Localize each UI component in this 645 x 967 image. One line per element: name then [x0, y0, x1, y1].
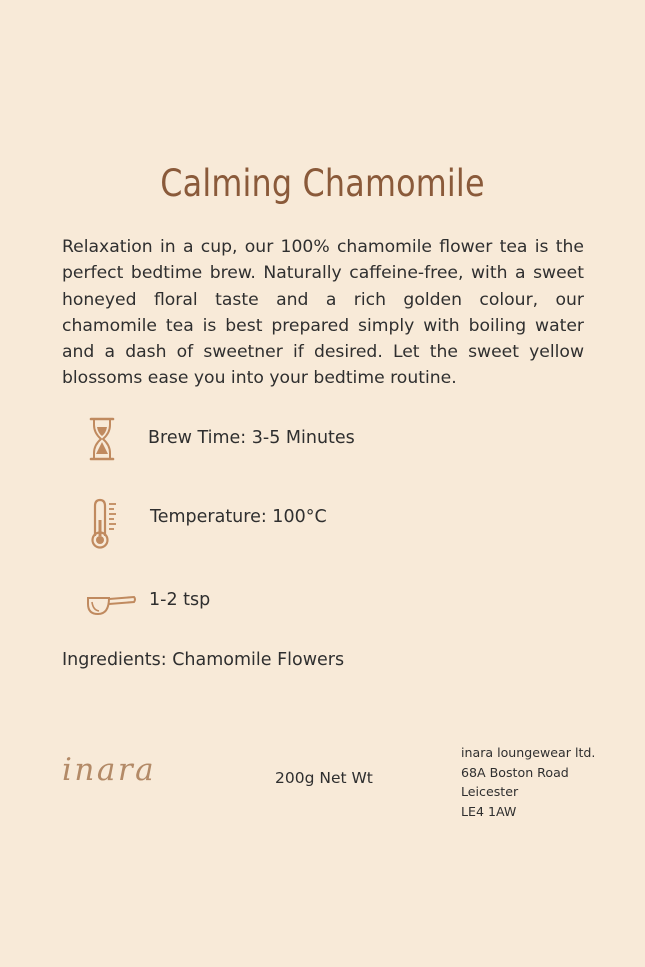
temperature-row: [0, 492, 645, 552]
address-line: LE4 1AW: [461, 803, 517, 819]
thermometer-icon: [89, 498, 119, 550]
ingredients-text: Ingredients: Chamomile Flowers: [62, 650, 345, 670]
address-line: 68A Boston Road: [461, 764, 569, 780]
company-address: [461, 743, 595, 821]
amount-row: [0, 580, 645, 640]
address-line: Leicester: [461, 784, 519, 800]
address-line: inara loungewear ltd.: [461, 745, 596, 760]
net-weight: 200g Net Wt: [275, 769, 373, 787]
brew-time-row: [0, 412, 645, 472]
measuring-spoon-icon: [85, 591, 137, 617]
product-title: Calming Chamomile: [160, 162, 485, 205]
brew-time-label: Brew Time: 3-5 Minutes: [148, 428, 355, 448]
hourglass-icon: [88, 417, 116, 461]
temperature-label: Temperature: 100°C: [150, 507, 327, 527]
amount-label: 1-2 tsp: [149, 590, 211, 610]
brand-logo: inara: [62, 752, 157, 788]
product-description: Relaxation in a cup, our 100% chamomile flower tea is the perfect bedtime brew. Naturally caffeine-free, with a sweet honeyed floral taste and a rich golden colour, our chamomile tea is best prepared simply with boiling water and a dash of sweetner if desired. Let the sweet yellow blossoms ease you into your bedtime routine.: [62, 237, 584, 389]
